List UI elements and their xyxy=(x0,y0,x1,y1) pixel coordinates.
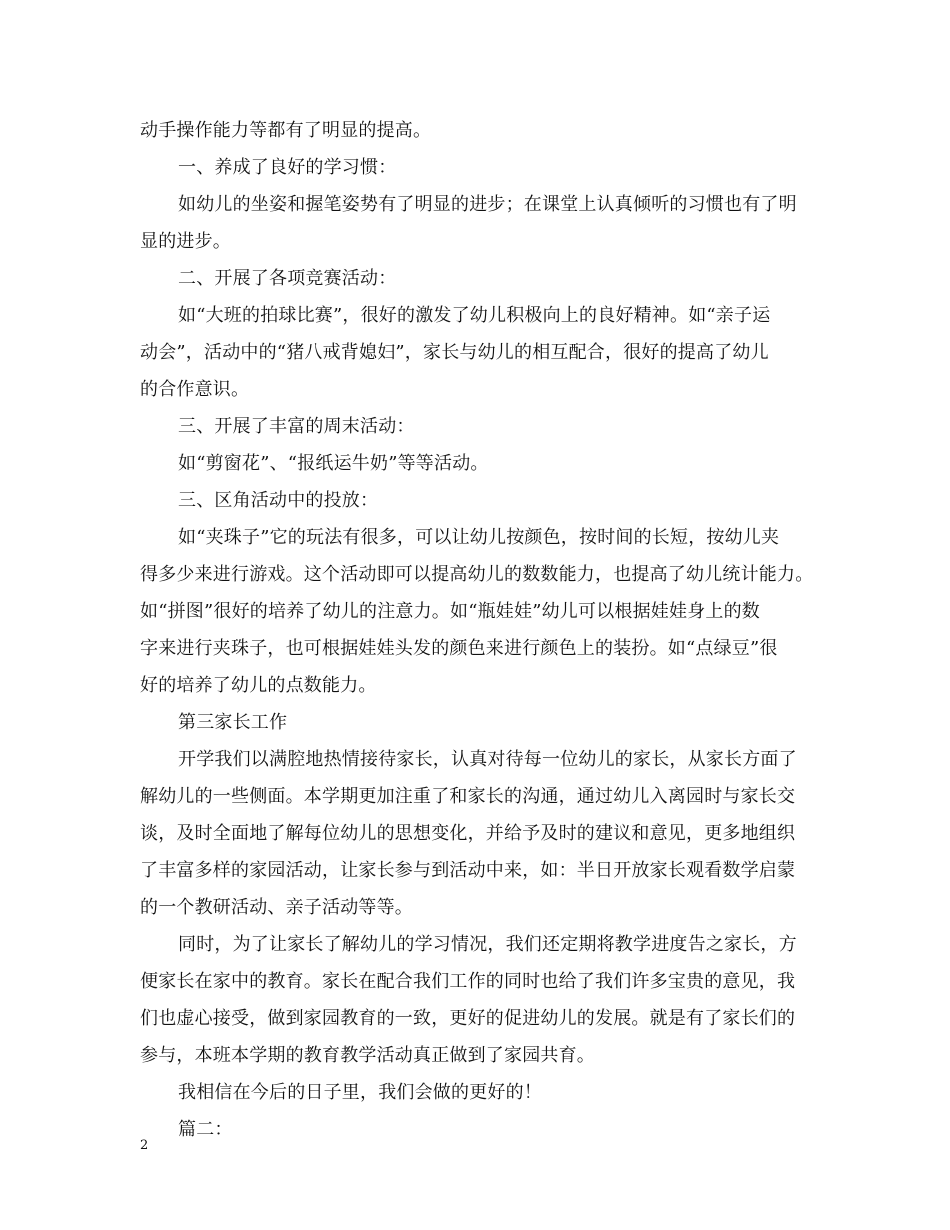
text-line: 了丰富多样的家园活动，让家长参与到活动中来，如：半日开放家长观看数学启蒙 xyxy=(140,860,796,881)
text-line: 解幼儿的一些侧面。本学期更加注重了和家长的沟通，通过幼儿入离园时与家长交 xyxy=(140,786,796,807)
text-line: 的一个教研活动、亲子活动等等。 xyxy=(140,897,413,918)
text-line: 我相信在今后的日子里，我们会做的更好的！ xyxy=(178,1082,542,1103)
section-heading: 第三家长工作 xyxy=(178,712,288,733)
document-body xyxy=(140,112,812,1148)
text-line: 的合作意识。 xyxy=(140,379,250,400)
text-line: 如“拼图”很好的培养了幼儿的注意力。如“瓶娃娃”幼儿可以根据娃娃身上的数 xyxy=(140,601,761,622)
text-line: 动手操作能力等都有了明显的提高。 xyxy=(140,120,432,141)
text-line: 动会”，活动中的“猪八戒背媳妇”，家长与幼儿的相互配合，很好的提高了幼儿 xyxy=(140,342,769,363)
text-line: 字来进行夹珠子，也可根据娃娃头发的颜色来进行颜色上的装扮。如“点绿豆”很 xyxy=(140,638,778,659)
text-line: 参与，本班本学期的教育教学活动真正做到了家园共育。 xyxy=(140,1045,595,1066)
text-line: 如幼儿的坐姿和握笔姿势有了明显的进步；在课堂上认真倾听的习惯也有了明 xyxy=(178,194,797,215)
section-heading: 一、养成了良好的学习惯： xyxy=(178,157,397,178)
section-heading: 三、区角活动中的投放： xyxy=(178,490,379,511)
text-line: 得多少来进行游戏。这个活动即可以提高幼儿的数数能力，也提高了幼儿统计能力。 xyxy=(140,564,814,585)
text-line: 谈，及时全面地了解每位幼儿的思想变化，并给予及时的建议和意见，更多地组织 xyxy=(140,823,796,844)
text-line: 如“夹珠子”它的玩法有很多，可以让幼儿按颜色，按时间的长短，按幼儿夹 xyxy=(178,527,780,548)
text-line: 们也虚心接受，做到家园教育的一致，更好的促进幼儿的发展。就是有了家长们的 xyxy=(140,1008,796,1029)
text-line: 好的培养了幼儿的点数能力。 xyxy=(140,675,377,696)
section-heading: 二、开展了各项竞赛活动： xyxy=(178,268,397,289)
text-line: 如“剪窗花”、“报纸运牛奶”等等活动。 xyxy=(178,453,489,474)
section-heading: 篇二： xyxy=(178,1119,233,1140)
section-heading: 三、开展了丰富的周末活动： xyxy=(178,416,415,437)
text-line: 便家长在家中的教育。家长在配合我们工作的同时也给了我们许多宝贵的意见，我 xyxy=(140,971,796,992)
text-line: 显的进步。 xyxy=(140,231,231,252)
text-line: 如“大班的拍球比赛”，很好的激发了幼儿积极向上的良好精神。如“亲子运 xyxy=(178,305,771,326)
text-line: 开学我们以满腔地热情接待家长，认真对待每一位幼儿的家长，从家长方面了 xyxy=(178,749,797,770)
page-number: 2 xyxy=(140,1138,149,1153)
text-line: 同时，为了让家长了解幼儿的学习情况，我们还定期将教学进度告之家长，方 xyxy=(178,934,797,955)
